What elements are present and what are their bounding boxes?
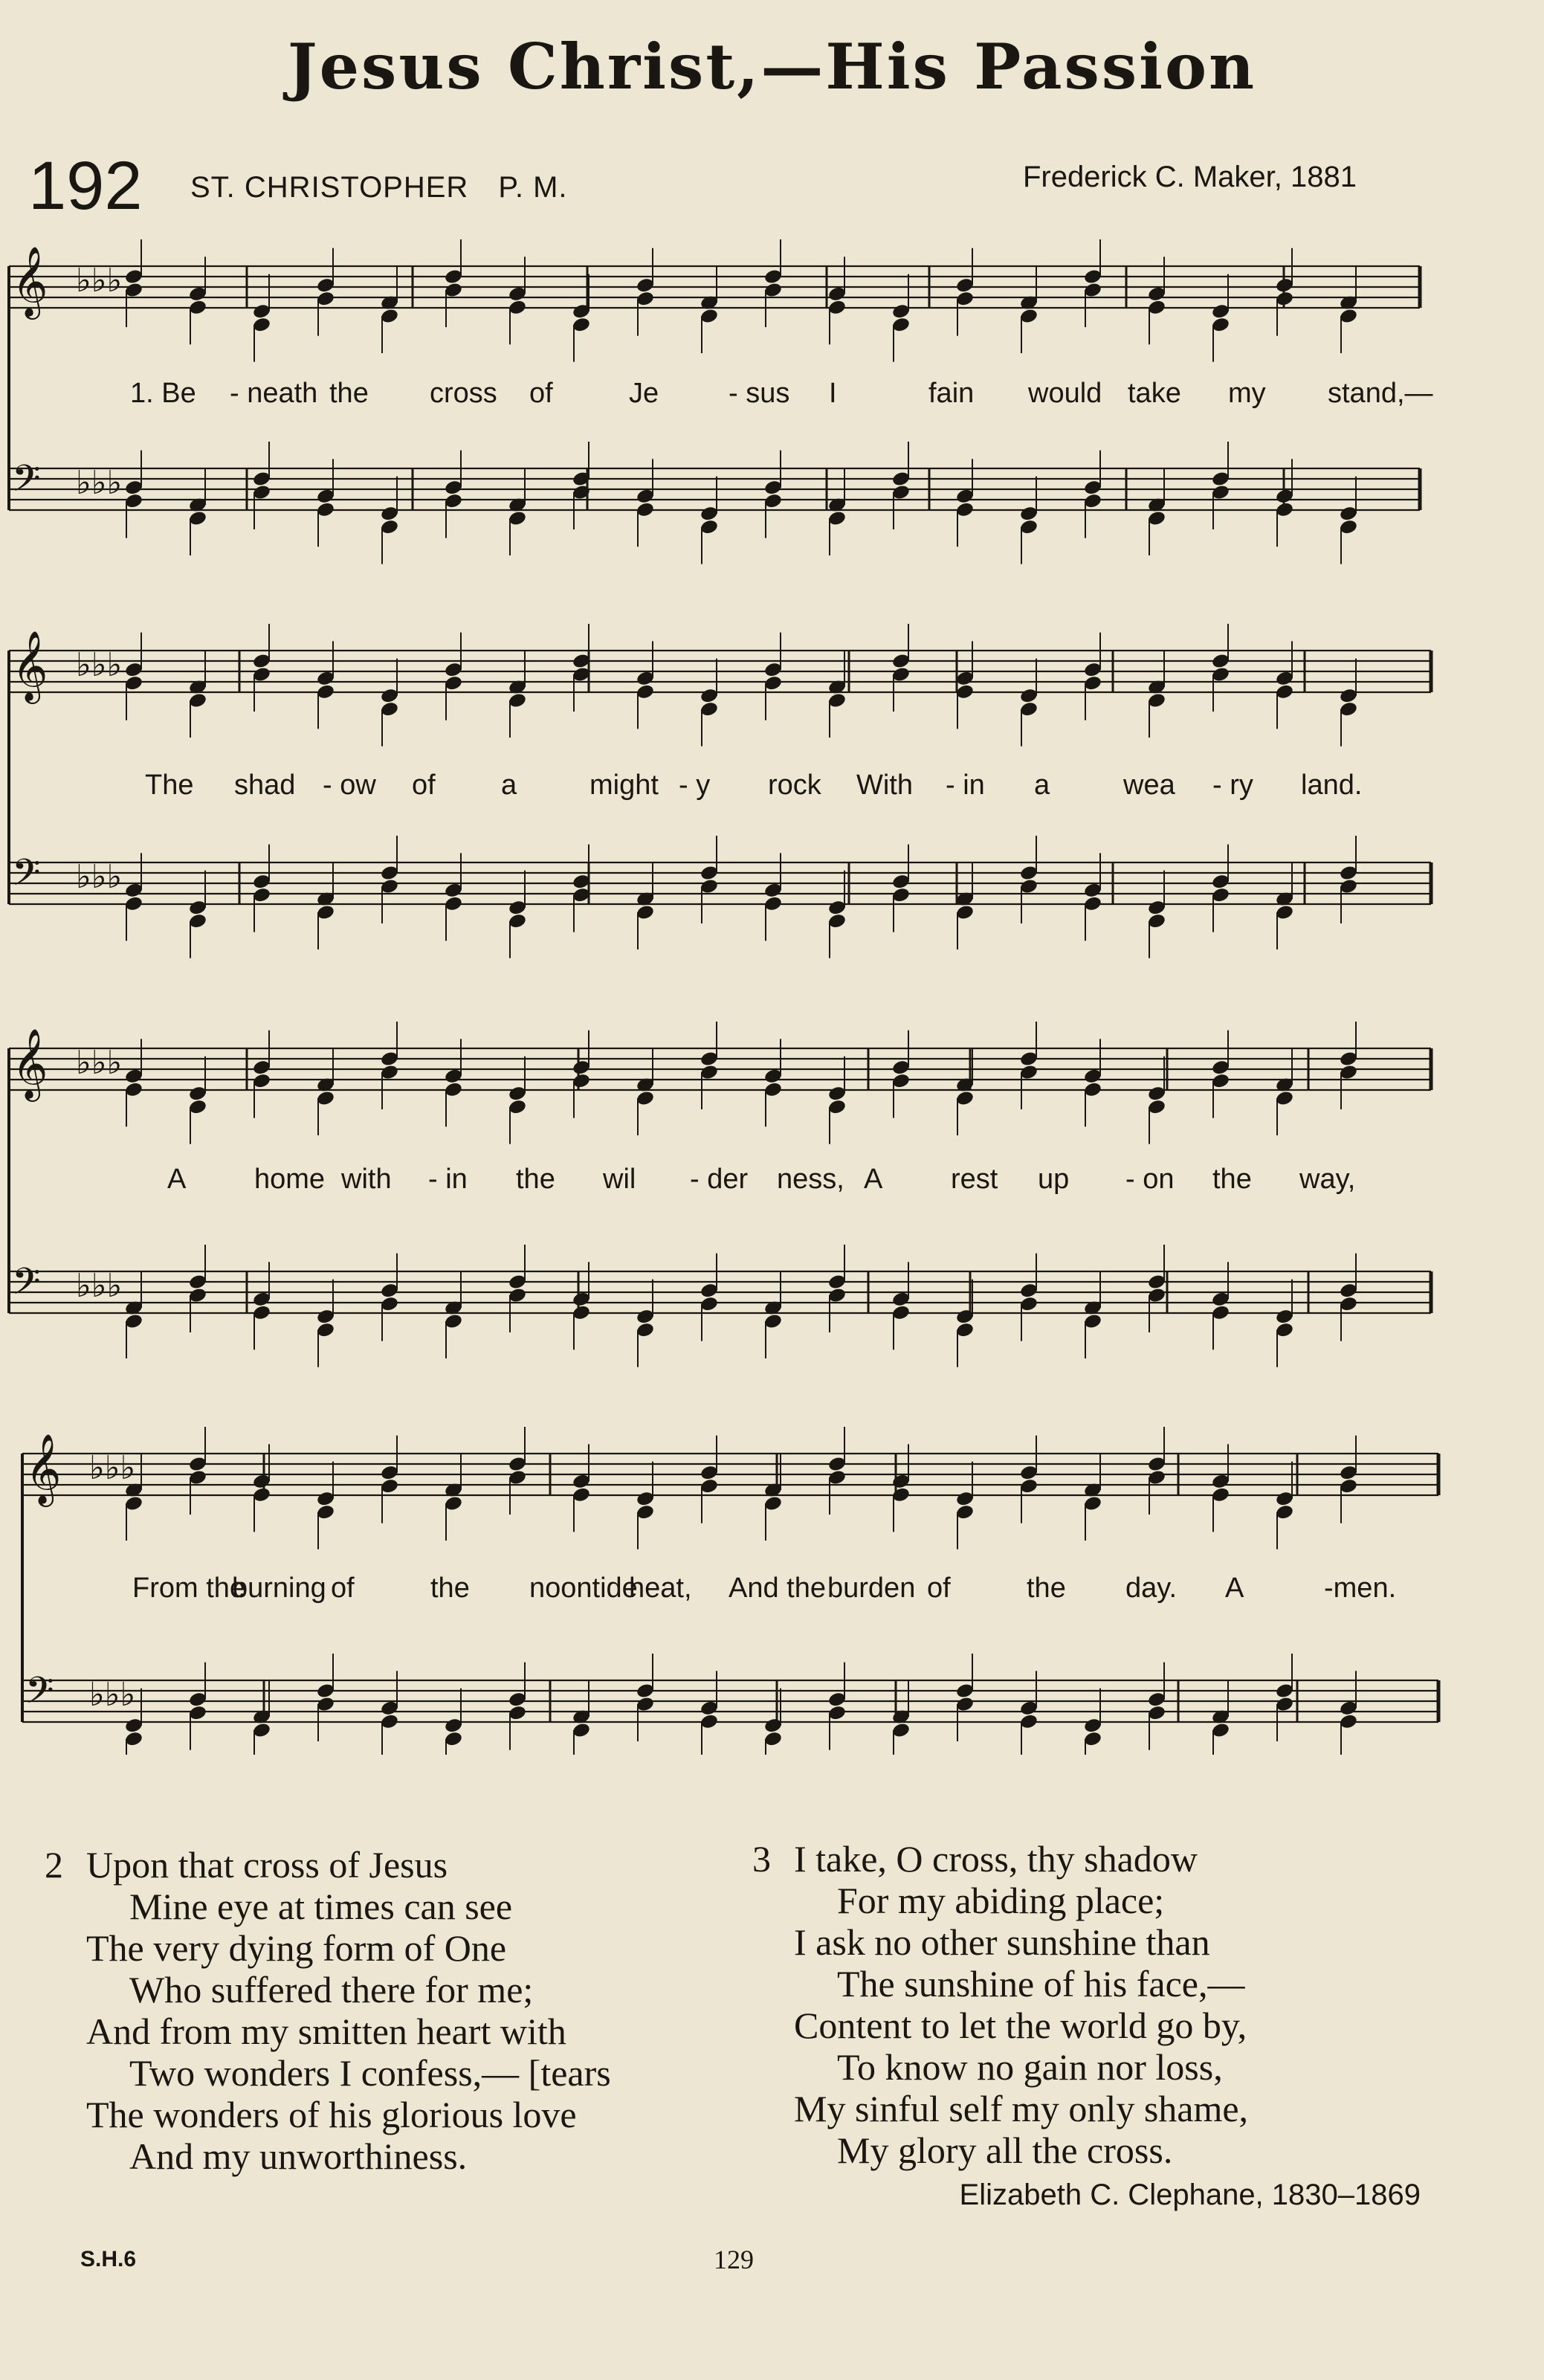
- verse-number: 3: [752, 1838, 771, 1880]
- lyric-syllable: -men.: [1324, 1573, 1397, 1604]
- author-credit: Elizabeth C. Clephane, 1830–1869: [959, 2179, 1421, 2211]
- verse-line: My sinful self my only shame,: [794, 2088, 1249, 2129]
- lyric-syllable: stand,—: [1328, 378, 1433, 409]
- treble-clef-icon: 𝄞: [25, 1434, 62, 1504]
- lyric-syllable: of: [529, 378, 553, 409]
- verse-line: I take, O cross, thy shadow: [794, 1838, 1198, 1880]
- lyric-syllable: wea: [1123, 770, 1175, 801]
- lyric-syllable: take: [1128, 378, 1181, 409]
- lyric-syllable: 1. Be: [130, 378, 196, 409]
- lyric-syllable: day.: [1125, 1573, 1178, 1604]
- lyric-syllable: the: [516, 1164, 555, 1195]
- key-signature-flats: ♭♭♭: [89, 1676, 136, 1714]
- lyric-syllable: burning: [232, 1573, 326, 1604]
- lyric-syllable: The: [145, 770, 194, 801]
- key-signature-flats: ♭♭♭: [76, 646, 123, 684]
- page-number: 129: [714, 2245, 754, 2274]
- key-signature-flats: ♭♭♭: [76, 858, 123, 896]
- key-signature-flats: ♭♭♭: [76, 1267, 123, 1305]
- bass-clef-icon: 𝄢: [12, 851, 41, 903]
- lyric-syllable: home: [254, 1164, 326, 1195]
- lyric-syllable: might: [590, 770, 659, 801]
- lyric-syllable: - ry: [1212, 770, 1253, 801]
- lyric-syllable: - der: [690, 1164, 749, 1195]
- lyric-syllable: With: [856, 770, 913, 801]
- verse-line: My glory all the cross.: [837, 2129, 1173, 2171]
- verse-2: [45, 1844, 611, 2177]
- page-title: Jesus Christ,—His Passion: [287, 30, 1257, 103]
- lyric-syllable: From the: [132, 1573, 246, 1604]
- lyric-syllable: wil: [603, 1164, 636, 1195]
- treble-clef-icon: 𝄞: [12, 631, 48, 701]
- music-score: [0, 223, 1544, 1755]
- lyric-syllable: of: [412, 770, 436, 801]
- lyric-syllable: I: [829, 378, 837, 409]
- key-signature-flats: ♭♭♭: [76, 1044, 123, 1082]
- lyric-syllable: - in: [946, 770, 985, 801]
- verse-3: [752, 1838, 1249, 2171]
- bass-clef-icon: 𝄢: [12, 1260, 41, 1312]
- verse-line: Two wonders I confess,— [tears: [129, 2052, 611, 2094]
- lyric-syllable: Je: [629, 378, 659, 409]
- verse-line: And from my smitten heart with: [86, 2010, 566, 2052]
- lyric-syllable: the: [430, 1573, 470, 1604]
- lyric-syllable: the: [1027, 1573, 1066, 1604]
- key-signature-flats: ♭♭♭: [76, 262, 123, 300]
- bass-clef-icon: 𝄢: [25, 1669, 54, 1721]
- lyric-syllable: my: [1228, 378, 1266, 409]
- lyric-syllable: way,: [1299, 1164, 1356, 1195]
- tune-line: [190, 171, 568, 204]
- key-signature-flats: ♭♭♭: [76, 464, 123, 502]
- lyric-syllable: fain: [928, 378, 975, 409]
- lyric-syllable: cross: [430, 378, 497, 409]
- verse-line: The sunshine of his face,—: [837, 1963, 1245, 2005]
- treble-clef-icon: 𝄞: [12, 246, 48, 317]
- verse-line: Upon that cross of Jesus: [86, 1844, 448, 1886]
- verse-line: For my abiding place;: [837, 1880, 1165, 1921]
- lyric-syllable: land.: [1301, 770, 1363, 801]
- lyric-syllable: noontide: [529, 1573, 638, 1604]
- lyric-syllable: - neath: [230, 378, 318, 409]
- lyric-syllable: the: [1212, 1164, 1252, 1195]
- lyric-syllable: of: [927, 1573, 951, 1604]
- lyric-syllable: And the: [729, 1573, 826, 1604]
- lyric-syllable: shad: [234, 770, 296, 801]
- verse-line: I ask no other sunshine than: [794, 1921, 1210, 1963]
- lyric-syllable: - on: [1125, 1164, 1175, 1195]
- lyric-syllable: with: [341, 1164, 392, 1195]
- verse-line: To know no gain nor loss,: [837, 2046, 1223, 2088]
- lyric-syllable: rest: [951, 1164, 998, 1195]
- treble-clef-icon: 𝄞: [12, 1028, 48, 1099]
- verse-line: Who suffered there for me;: [129, 1969, 534, 2010]
- verse-line: Mine eye at times can see: [129, 1886, 513, 1927]
- lyric-syllable: a: [501, 770, 517, 801]
- hymn-number: 192: [28, 148, 143, 224]
- lyric-syllable: heat,: [629, 1573, 692, 1604]
- lyric-syllable: - ow: [323, 770, 376, 801]
- bass-clef-icon: 𝄢: [12, 457, 41, 509]
- verse-line: Content to let the world go by,: [794, 2005, 1247, 2046]
- lyric-syllable: up: [1038, 1164, 1070, 1195]
- lyric-syllable: of: [331, 1573, 355, 1604]
- key-signature-flats: ♭♭♭: [89, 1449, 136, 1487]
- tune-name: ST. CHRISTOPHER: [190, 171, 469, 204]
- lyric-syllable: - sus: [729, 378, 790, 409]
- lyric-syllable: ness,: [777, 1164, 844, 1195]
- lyric-syllable: A: [167, 1164, 187, 1195]
- lyric-syllable: A: [864, 1164, 883, 1195]
- lyric-syllable: rock: [768, 770, 821, 801]
- verse-line: The wonders of his glorious love: [86, 2094, 577, 2135]
- verse-line: The very dying form of One: [86, 1927, 507, 1969]
- lyric-syllable: would: [1028, 378, 1102, 409]
- composer: Frederick C. Maker, 1881: [1022, 161, 1357, 193]
- meter: P. M.: [498, 171, 568, 204]
- verse-number: 2: [45, 1844, 63, 1886]
- lyric-syllable: the: [329, 378, 369, 409]
- lyric-syllable: a: [1034, 770, 1050, 801]
- lyric-syllable: burden: [827, 1573, 916, 1604]
- lyric-syllable: A: [1225, 1573, 1244, 1604]
- lyric-syllable: - in: [428, 1164, 468, 1195]
- lyric-syllable: - y: [679, 770, 711, 801]
- signature-mark: S.H.6: [80, 2247, 137, 2271]
- verse-line: And my unworthiness.: [129, 2135, 468, 2177]
